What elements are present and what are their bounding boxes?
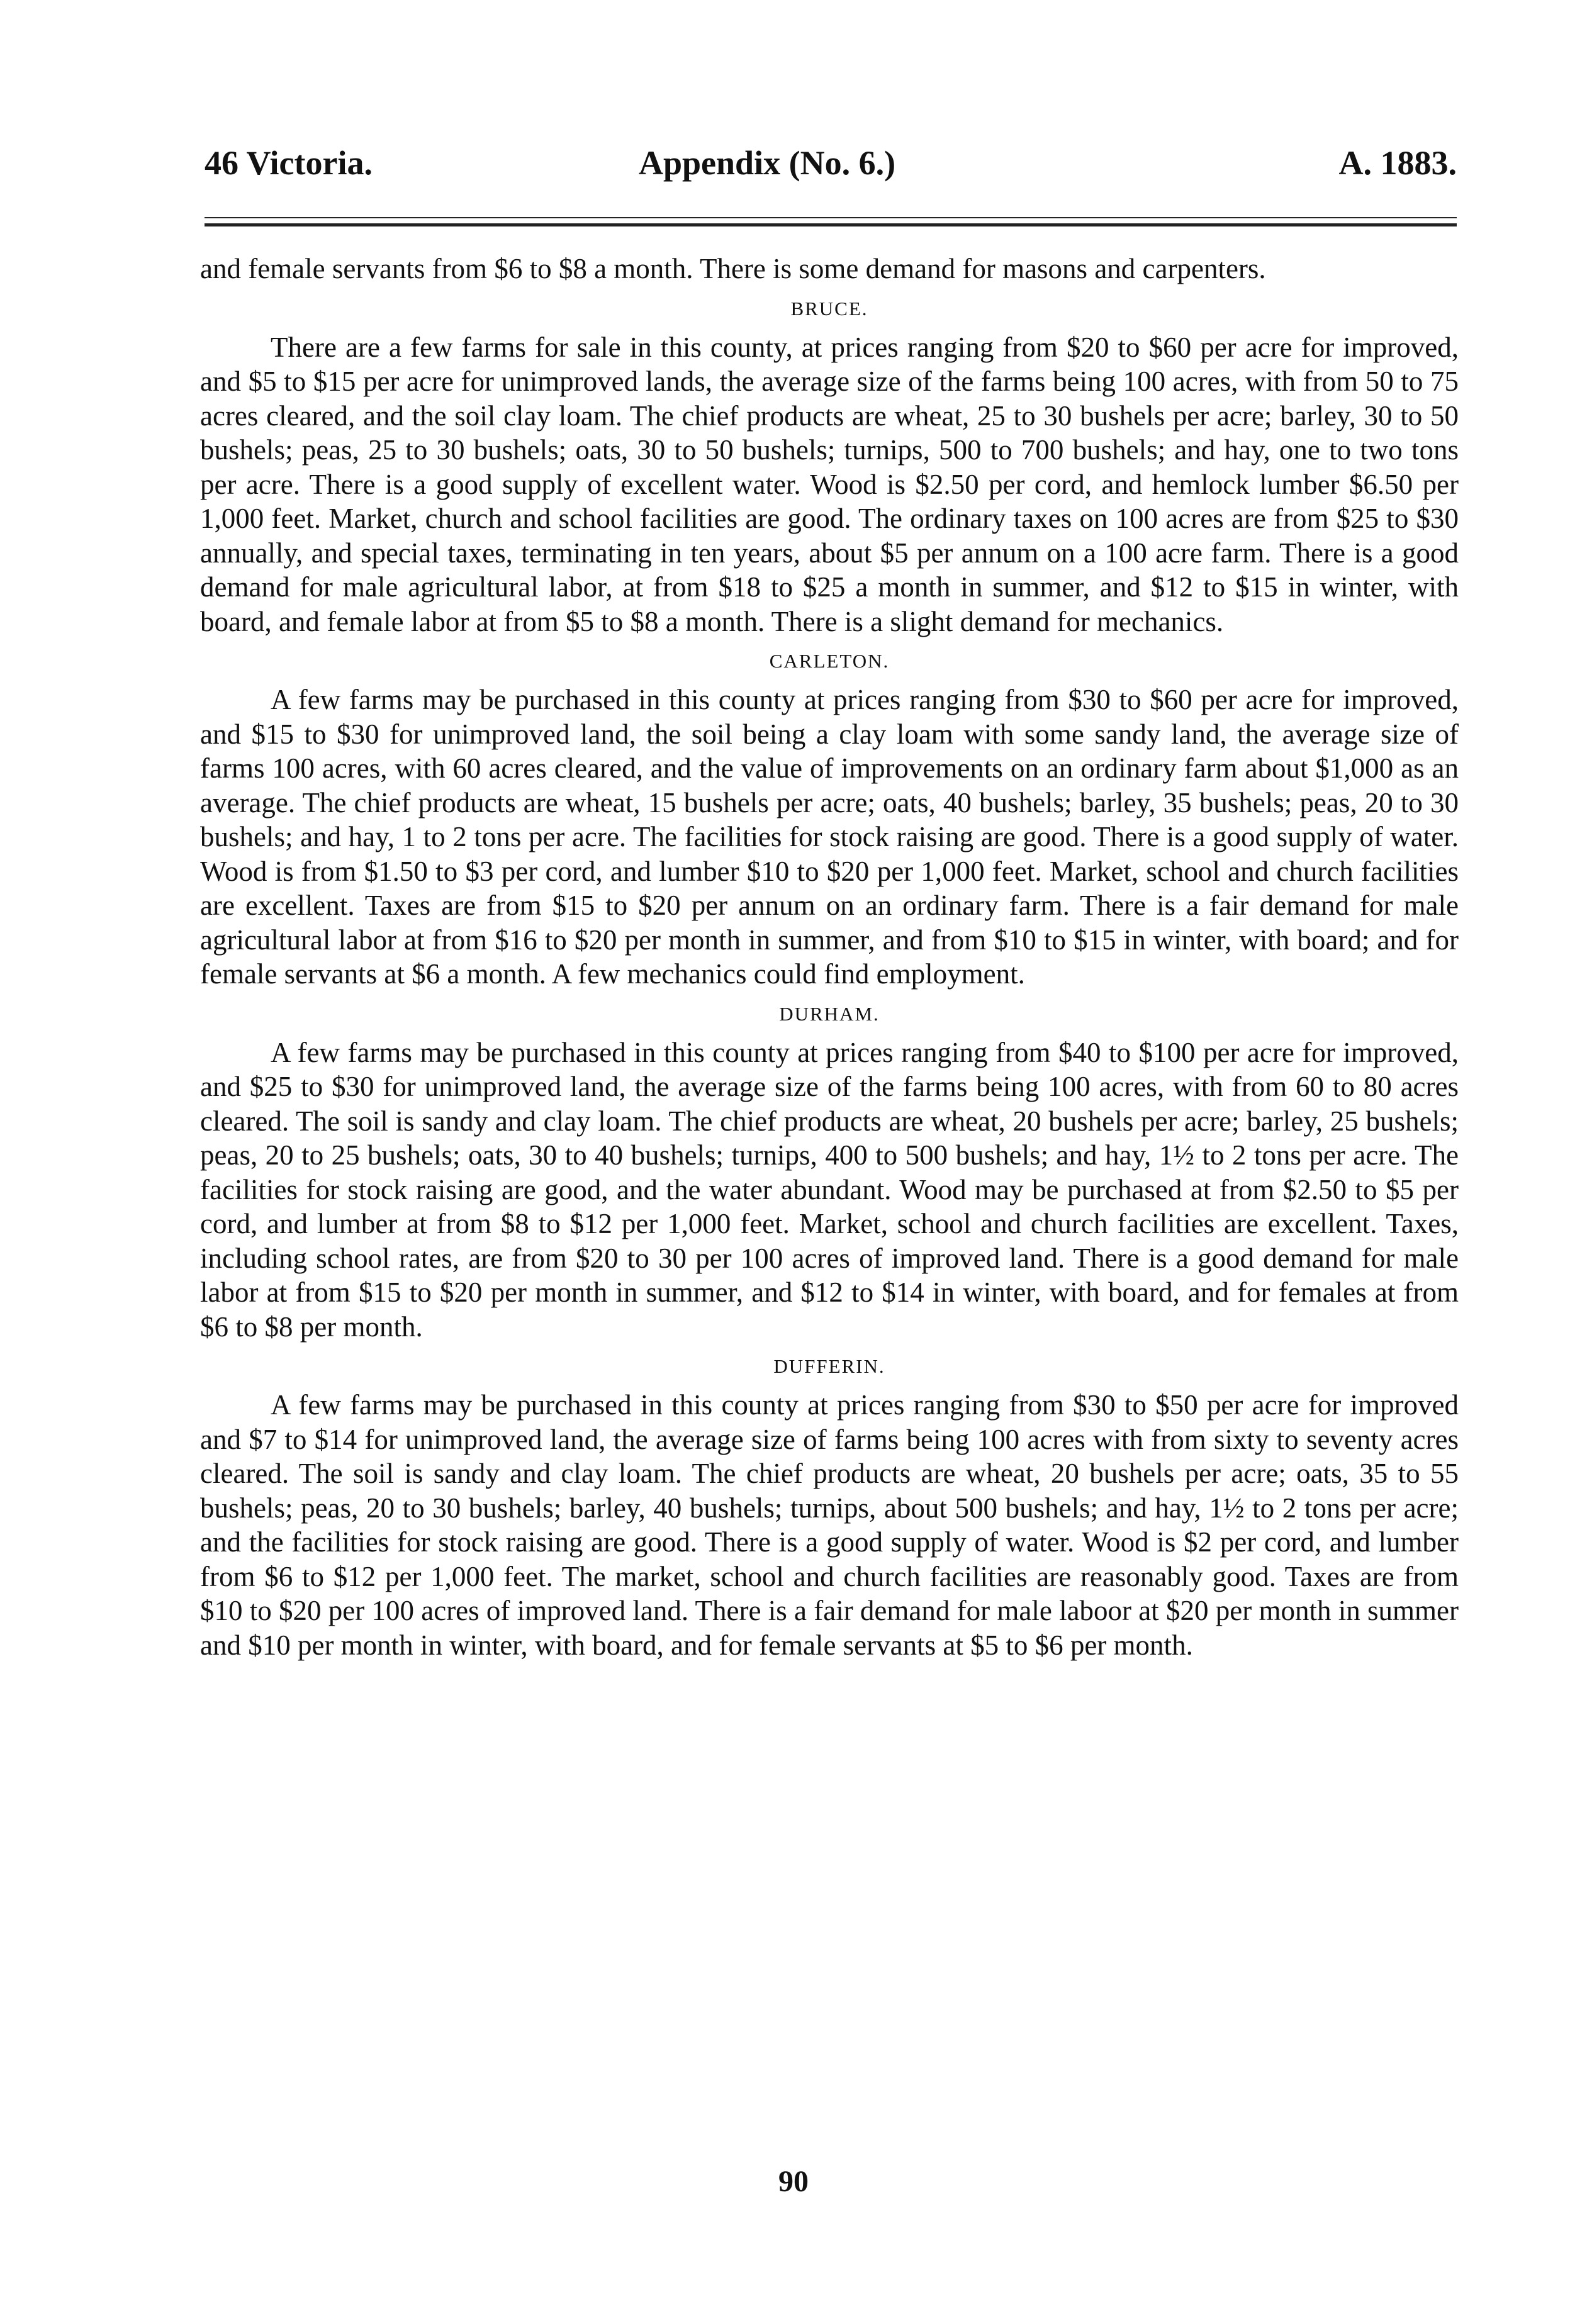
section-heading-dufferin: DUFFERIN. (773, 1355, 885, 1377)
section-heading-durham: DURHAM. (779, 1002, 880, 1025)
continued-paragraph: and female servants from $6 to $8 a month. There is some demand for masons and carpenters. (200, 253, 1266, 284)
header-rule-thin (205, 217, 1457, 218)
section-text-bruce: There are a few farms for sale in this county, at prices ranging from $20 to $60 per acre for improved, and $5 to $15 per acre for unimproved lands, the average size of the farms being 100 acres, with from 50 to 75 acres cleared, and the soil clay loam. The chief products are wheat, 25 to 30 bushels per acre; barley, 30 to 50 bushels; peas, 25 to 30 bushels; oats, 30 to 50 bushels; turnips, 500 to 700 bushels; and hay, one to two tons per acre. There is a good supply of excellent water. Wood is $2.50 per cord, and hemlock lumber $6.50 per 1,000 feet. Market, church and school facilities are good. The ordinary taxes on 100 acres are from $25 to $30 annually, and special taxes, terminating in ten years, about $5 per annum on a 100 acre farm. There is a good demand for male agricultural labor, at from $18 to $25 a month in summer, and $12 to $15 in winter, with board, and female labor at from $5 to $8 a month. There is a slight demand for mechanics. (200, 331, 1459, 637)
header-appendix: Appendix (No. 6.) (639, 144, 896, 182)
section-heading-bruce: BRUCE. (790, 297, 868, 320)
body-text (200, 252, 1459, 1662)
running-header (205, 143, 1457, 187)
page-number: 90 (778, 2165, 809, 2198)
header-rule-thick (205, 223, 1457, 226)
section-heading-carleton: CARLETON. (769, 650, 890, 672)
section-text-carleton: A few farms may be purchased in this county at prices ranging from $30 to $60 per acre for improved, and $15 to $30 for unimproved land, the soil being a clay loam with some sandy land, the average size of farms 100 acres, with 60 acres cleared, and the value of improvements on an ordinary farm about $1,000 as an average. The chief products are wheat, 15 bushels per acre; oats, 40 bushels; barley, 35 bushels; peas, 20 to 30 bushels; and hay, 1 to 2 tons per acre. The facilities for stock raising are good. There is a good supply of water. Wood is from $1.50 to $3 per cord, and lumber $10 to $20 per 1,000 feet. Market, school and church facilities are excellent. Taxes are from $15 to $20 per annum on an ordinary farm. There is a fair demand for male agricultural labor at from $16 to $20 per month in summer, and from $10 to $15 in winter, with board; and for female servants at $6 a month. A few mechanics could find employment. (200, 684, 1459, 990)
header-session: 46 Victoria. (205, 144, 373, 182)
header-year: A. 1883. (1338, 144, 1457, 182)
section-text-durham: A few farms may be purchased in this county at prices ranging from $40 to $100 per acre for improved, and $25 to $30 for unimproved land, the average size of the farms being 100 acres, with from 60 to 80 acres cleared. The soil is sandy and clay loam. The chief products are wheat, 20 bushels per acre; barley, 25 bushels; peas, 20 to 25 bushels; oats, 30 to 40 bushels; turnips, 400 to 500 bushels; and hay, 1½ to 2 tons per acre. The facilities for stock raising are good, and the water abundant. Wood may be purchased at from $2.50 to $5 per cord, and lumber at from $8 to $12 per 1,000 feet. Market, school and church facilities are excellent. Taxes, including school rates, are from $20 to 30 per 100 acres of improved land. There is a good demand for male labor at from $15 to $20 per month in summer, and $12 to $14 in winter, with board, and for females at from $6 to $8 per month. (200, 1036, 1459, 1343)
section-text-dufferin: A few farms may be purchased in this county at prices ranging from $30 to $50 per acre for improved and $7 to $14 for unimproved land, the average size of farms being 100 acres with from sixty to seventy acres cleared. The soil is sandy and clay loam. The chief products are wheat, 20 bushels per acre; oats, 35 to 55 bushels; peas, 20 to 30 bushels; barley, 40 bushels; turnips, about 500 bushels; and hay, 1½ to 2 tons per acre; and the facilities for stock raising are good. There is a good supply of water. Wood is $2 per cord, and lumber from $6 to $12 per 1,000 feet. The market, school and church facilities are reasonably good. Taxes are from $10 to $20 per 100 acres of improved land. There is a fair demand for male laboor at $20 per month in summer and $10 per month in winter, with board, and for female servants at $5 to $6 per month. (200, 1389, 1459, 1661)
